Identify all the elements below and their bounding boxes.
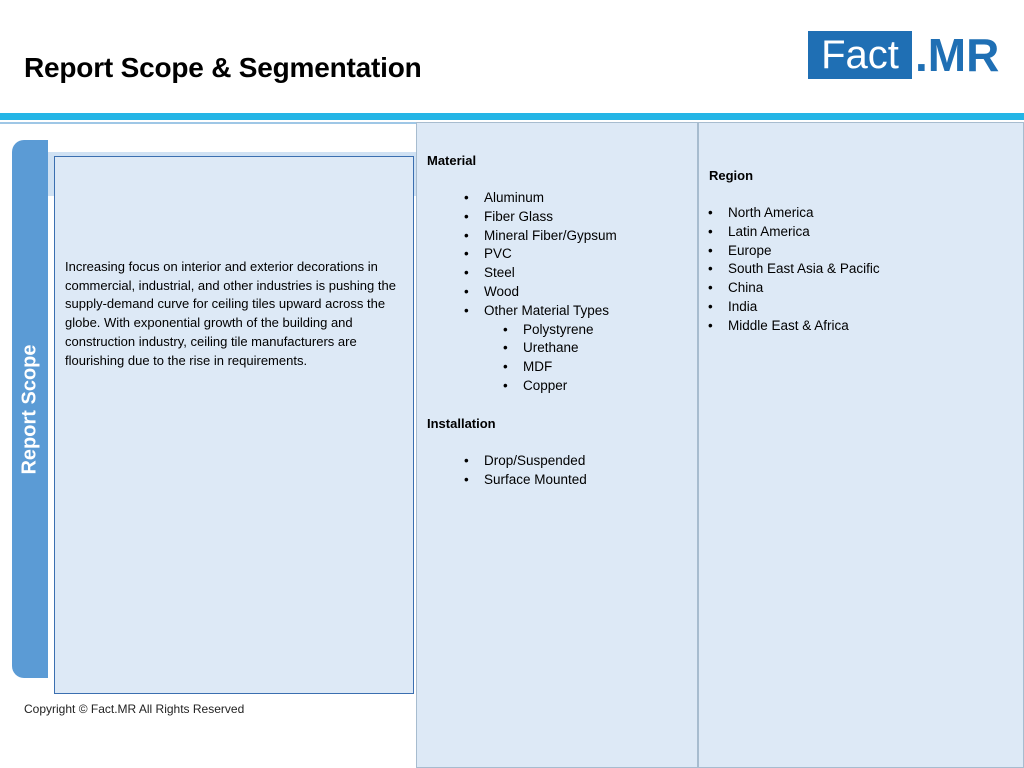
list-item: • Fiber Glass (464, 208, 617, 227)
list-item: • South East Asia & Pacific (708, 260, 880, 279)
installation-heading: Installation (427, 416, 496, 431)
other-material-sublist (503, 321, 594, 396)
material-list (464, 189, 617, 321)
region-column (698, 122, 1024, 768)
region-list (708, 204, 880, 336)
list-item: • Steel (464, 264, 617, 283)
logo-mr-text (915, 31, 999, 79)
scope-description: Increasing focus on interior and exterior decorations in commercial, industrial, and other industries is pushing the supply-demand curve for ceiling tiles upward across the globe. With exponential growth of the building and construction industry, ceiling tile manufacturers are flourishing due to the rise in requirements. (65, 259, 396, 368)
list-item: • North America (708, 204, 880, 223)
material-heading: Material (427, 153, 477, 168)
list-item: • Europe (708, 242, 880, 261)
list-item: • Urethane (503, 339, 594, 358)
list-item: • India (708, 298, 880, 317)
list-item: • China (708, 279, 880, 298)
list-item: • Surface Mounted (464, 471, 587, 490)
material-installation-column (416, 122, 698, 768)
list-item: • PVC (464, 245, 617, 264)
list-item: • Aluminum (464, 189, 617, 208)
installation-list (464, 452, 587, 490)
list-item: • Other Material Types (464, 302, 617, 321)
logo-fact-text: Fact (808, 31, 912, 79)
list-item: • Polystyrene (503, 321, 594, 340)
region-heading: Region (709, 168, 754, 183)
list-item: • Wood (464, 283, 617, 302)
list-item: • Copper (503, 377, 594, 396)
fact-mr-logo (808, 31, 999, 79)
header-divider (0, 113, 1024, 120)
scope-description-box (54, 156, 414, 694)
copyright-text: Copyright © Fact.MR All Rights Reserved (24, 702, 245, 716)
report-scope-label: Report Scope (18, 343, 41, 475)
list-item: • MDF (503, 358, 594, 377)
report-scope-tab (12, 140, 48, 678)
list-item: • Middle East & Africa (708, 317, 880, 336)
logo-dot: . (915, 29, 928, 81)
list-item: • Mineral Fiber/Gypsum (464, 227, 617, 246)
page-title: Report Scope & Segmentation (24, 52, 422, 83)
list-item: • Latin America (708, 223, 880, 242)
logo-mr: MR (927, 29, 1000, 81)
list-item: • Drop/Suspended (464, 452, 587, 471)
